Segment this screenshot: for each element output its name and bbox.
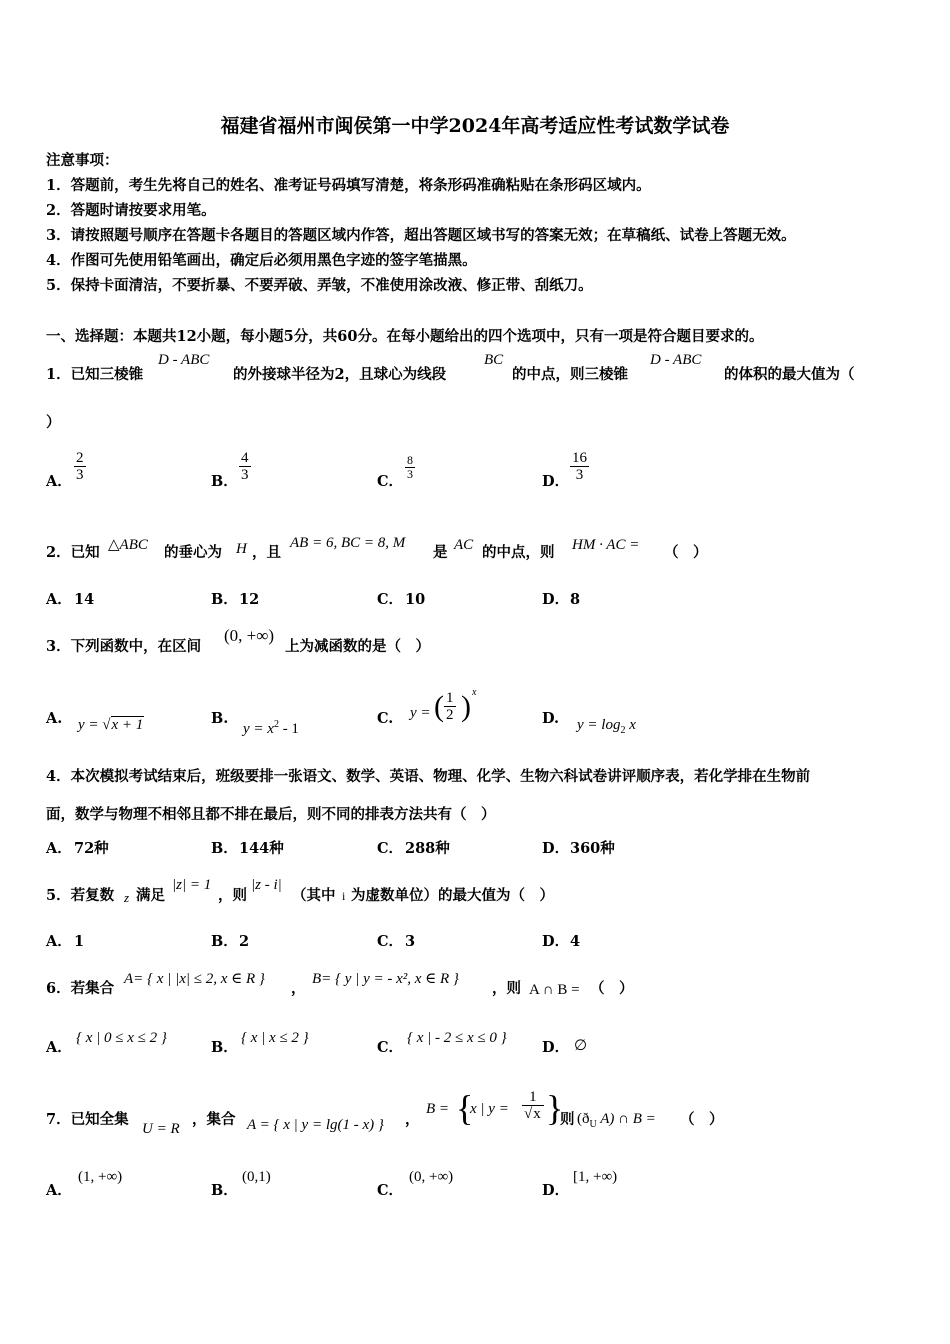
q7-math-3-lbrace: { [456,1088,474,1128]
q7-option-a: (1, +∞) [78,1169,123,1185]
q6-label-a: A． [46,1039,72,1056]
q5-text-5: 为虚数单位）的最大值为（ ） [351,887,554,904]
q1-math-2: BC [484,352,504,368]
q6-label-d: D． [542,1039,570,1056]
q6-text-1: 6．若集合 [46,980,115,997]
q3-label-b: B. [211,710,229,727]
q7-option-b: (0,1) [242,1169,271,1185]
q5-text-1: 5．若复数 [46,887,115,904]
q7-math-3-lhs: B = [426,1101,450,1117]
q5-label-a: A． [46,933,72,950]
q5-option-a: 1 [74,933,85,950]
q5-label-d: D． [542,933,570,950]
q2-label-b: B． [211,591,238,608]
q6-option-b: { x | x ≤ 2 } [241,1030,309,1046]
page-title: 福建省福州市闽侯第一中学2024年高考适应性考试数学试卷 [220,115,730,137]
q1-option-b: $\frac{4}{3}$ [241,450,249,483]
q3-option-c-lhs: y = [410,705,431,721]
q7-text-3: ， [405,1111,420,1128]
q7-label-d: D． [542,1182,570,1199]
q5-math-2: |z| = 1 [172,877,212,893]
q7-math-1: U = R [142,1121,180,1137]
q2-label-a: A． [46,591,72,608]
q2-math-1: △ABC [108,537,148,553]
notice-item-2: 2．答题时请按要求用笔。 [46,202,216,219]
q1-text-5: ） [46,414,61,431]
notice-item-1: 1．答题前，考生先将自己的姓名、准考证号码填写清楚，将条形码准确粘贴在条形码区域内。 [46,177,651,194]
q7-label-b: B． [211,1182,238,1199]
q1-option-a: $\frac{2}{3}$ [76,450,84,483]
q4-option-c: 288种 [405,840,450,857]
q2-label-d: D． [542,591,570,608]
q2-label-c: C． [377,591,404,608]
notice-item-5: 5．保持卡面清洁，不要折暴、不要弄破、弄皱，不准使用涂改液、修正带、刮纸刀。 [46,277,593,294]
q5-math-4: i [342,889,346,903]
q2-text-3: ，且 [252,544,281,561]
q6-label-c: C． [377,1039,404,1056]
q2-text-6: （ ） [664,544,708,561]
q1-label-c: C． [377,473,404,490]
q1-label-b: B． [211,473,238,490]
q5-option-d: 4 [570,933,581,950]
q2-text-5: 的中点，则 [482,544,555,561]
q6-text-2: ， [291,980,306,997]
q2-math-2: H [236,541,247,557]
q7-text-5: （ ） [680,1111,724,1128]
q6-math-3: A ∩ B = [529,982,580,998]
notice-item-3: 3．请按照题号顺序在答题卡各题目的答题区域内作答，超出答题区域书写的答案无效；在草稿纸、试卷上答题无效。 [46,227,796,244]
q4-label-d: D． [542,840,570,857]
q3-math-1: (0, +∞) [224,626,275,645]
q3-option-b: $y = x^2 - 1$ [243,719,299,737]
q3-label-a: A. [46,710,63,727]
q7-text-2: ，集合 [192,1111,236,1128]
q5-text-4: （其中 [292,887,336,904]
q6-math-2: B= { y | y = - x², x ∈ R } [312,971,459,987]
q7-math-3-frac: $\frac{1}{√x}$ [522,1089,544,1122]
q1-text-4: 的体积的最大值为（ [724,366,855,383]
q7-text-4: 则 [560,1111,575,1128]
q5-math-3: |z - i| [251,877,282,893]
q3-option-c-exp: x [472,687,477,698]
q4-label-a: A． [46,840,72,857]
q7-math-3-rbrace: } [546,1088,564,1128]
q5-math-1: z [124,890,130,905]
q4-option-a: 72种 [74,840,109,857]
q6-math-1: A= { x | |x| ≤ 2, x ∈ R } [124,971,265,987]
q3-option-c-lparen: ( [434,690,444,723]
q2-option-a: 14 [74,591,95,608]
q2-math-5: HM · AC = [572,537,640,553]
q3-label-d: D. [542,710,560,727]
q7-math-3-set: x | y = [470,1101,509,1117]
q7-option-c: (0, +∞) [409,1169,454,1185]
q4-label-c: C． [377,840,404,857]
q7-option-d: [1, +∞) [573,1169,618,1185]
q2-text-2: 的垂心为 [164,544,222,561]
q5-text-3: ，则 [218,887,247,904]
q2-option-b: 12 [239,591,260,608]
q7-label-a: A． [46,1182,72,1199]
q3-option-d: $y = \log_2 x$ [577,717,636,736]
q5-label-c: C． [377,933,404,950]
q7-math-2: A = { x | y = lg(1 - x) } [247,1117,384,1133]
q2-text-4: 是 [433,544,448,561]
q1-text-2: 的外接球半径为2，且球心为线段 [233,366,447,383]
q7-label-c: C． [377,1182,404,1199]
q1-option-c: $\frac{8}{3}$ [407,453,413,481]
notice-item-4: 4．作图可先使用铅笔画出，确定后必须用黑色字迹的签字笔描黑。 [46,252,477,269]
q6-text-4: （ ） [590,980,634,997]
q2-option-c: 10 [405,591,426,608]
q3-text-2: 上为减函数的是（ ） [285,638,430,655]
q7-text-1: 7．已知全集 [46,1111,129,1128]
section-heading: 一、选择题：本题共12小题，每小题5分，共60分。在每小题给出的四个选项中，只有一项是符合题目要求的。 [46,328,764,345]
q6-label-b: B． [211,1039,238,1056]
q1-math-3: D - ABC [650,352,702,368]
q1-label-d: D． [542,473,570,490]
notice-heading: 注意事项： [46,152,119,169]
q1-math-1: D - ABC [158,352,210,368]
q2-math-4: AC [454,537,474,553]
q6-option-c: { x | - 2 ≤ x ≤ 0 } [407,1030,507,1046]
q1-text-1: 1．已知三棱锥 [46,366,144,383]
q5-label-b: B． [211,933,238,950]
q4-line-2: 面，数学与物理不相邻且都不排在最后，则不同的排表方法共有（ ） [46,806,496,823]
q5-text-2: 满足 [136,887,165,904]
q5-option-b: 2 [239,933,250,950]
q3-option-c-rparen: ) [461,690,471,723]
q2-math-3: AB = 6, BC = 8, M [290,535,406,551]
q3-option-a: y = √x + 1 [78,717,144,733]
q1-option-d: $\frac{16}{3}$ [572,450,587,483]
q4-option-b: 144种 [239,840,284,857]
q5-option-c: 3 [405,933,416,950]
q7-math-4: ($ð_U$ A) ∩ B = [577,1111,656,1130]
q4-line-1: 4．本次模拟考试结束后，班级要排一张语文、数学、英语、物理、化学、生物六科试卷讲评顺序表，若化学排在生物前 [46,768,811,785]
q6-option-a: { x | 0 ≤ x ≤ 2 } [76,1030,167,1046]
q3-label-c: C. [377,710,394,727]
q2-option-d: 8 [570,591,581,608]
q4-option-d: 360种 [570,840,615,857]
q6-option-d: ∅ [574,1038,588,1054]
q3-text-1: 3．下列函数中，在区间 [46,638,202,655]
q3-option-c-frac: $\frac{1}{2}$ [446,690,454,723]
q6-text-3: ，则 [492,980,521,997]
q4-label-b: B． [211,840,238,857]
q2-text-1: 2．已知 [46,544,100,561]
q1-text-3: 的中点，则三棱锥 [512,366,628,383]
q1-label-a: A． [46,473,72,490]
